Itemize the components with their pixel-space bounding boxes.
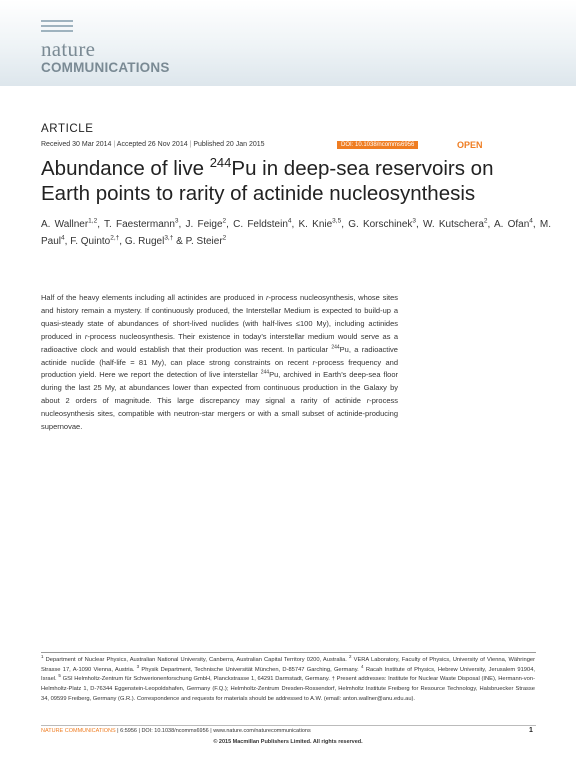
affiliation-superscript: 4 (361, 663, 364, 669)
abstract-text: Half of the heavy elements including all actinides are produced in (41, 293, 267, 302)
author-separator: , (226, 219, 234, 230)
footnote-divider (41, 652, 536, 653)
abstract-superscript: 244 (260, 369, 270, 376)
affiliation-superscript: 1 (41, 654, 44, 660)
affiliations (41, 656, 535, 705)
title-text: Abundance of live (41, 157, 210, 180)
published-date: Published 20 Jan 2015 (193, 141, 265, 148)
abstract-text: -process nucleosynthesis. Their existence in today’s interstellar medium would serve as a radioactive clock and would establish that their production was recent. In particular (41, 331, 399, 354)
abstract (41, 292, 398, 434)
abstract-italic: r (366, 396, 370, 406)
affiliation-superscript: 2 (349, 654, 352, 660)
author-affiliation-marker: 4 (287, 217, 292, 225)
author-separator: , (178, 219, 186, 230)
author-name[interactable]: F. Quinto (70, 236, 111, 247)
title-superscript: 244 (209, 155, 232, 171)
affiliation-text: Racah Institute of Physics, Hebrew University, Jerusalem 91904, Israel. (41, 666, 535, 683)
author-separator: , (64, 236, 71, 247)
abstract-superscript: 244 (331, 344, 340, 351)
author-name[interactable]: G. Rugel (124, 236, 165, 247)
author-name[interactable]: J. Feige (185, 219, 223, 230)
author-affiliation-marker: 2 (222, 217, 227, 225)
author-name[interactable]: G. Korschinek (348, 219, 413, 230)
open-access-label: OPEN (457, 140, 483, 150)
date-separator: | (113, 141, 117, 148)
abstract-italic: r (266, 293, 269, 302)
logo-nature-text: nature (41, 37, 96, 61)
logo-communications-text: COMMUNICATIONS (41, 60, 170, 75)
footer-citation (41, 728, 311, 734)
author-separator: , (291, 219, 299, 230)
author-separator: , (341, 219, 349, 230)
page-number: 1 (529, 727, 533, 734)
affiliation-text: VERA Laboratory, Faculty of Physics, University of Vienna, Währinger Strasse 17, A-1090 Vienna, Austria. (41, 657, 536, 673)
author-affiliation-marker: 3 (174, 217, 179, 225)
author-separator: , (119, 236, 125, 247)
author-name[interactable]: W. Kutschera (423, 219, 484, 230)
author-affiliation-marker: 4 (61, 234, 65, 242)
abstract-text: -process nucleosynthesis, whose sites and history remain a mystery. If continuously produced, the Interstellar Medium is expected to build-up a quasi-steady state of abundances of short-lived nuclides (with half-lives ≤100 My), including actinides produced in (41, 293, 398, 341)
author-separator: & (173, 236, 186, 247)
footer-citation-text: | 6:5956 | DOI: 10.1038/ncomms6956 | www.nature.com/naturecommunications (115, 728, 311, 734)
accepted-date: Accepted 26 Nov 2014 (116, 141, 188, 148)
author-affiliation-marker: 3,† (164, 234, 174, 242)
author-affiliation-marker: 3 (412, 217, 417, 225)
author-affiliation-marker: 3,5 (332, 217, 342, 225)
affiliation-superscript: 5 (58, 673, 61, 679)
article-type-label: ARTICLE (41, 123, 94, 135)
author-affiliation-marker: 2,† (110, 234, 120, 242)
abstract-italic: r (84, 331, 88, 341)
author-separator: , (532, 219, 540, 230)
journal-header (0, 0, 576, 86)
article-title (41, 156, 541, 206)
abstract-italic: r (312, 357, 316, 367)
abstract-text: Pu, a radioactive actinide nuclide (half-life = 81 My), can place strong constraints on recent (41, 344, 398, 367)
abstract-text: -process frequency and production yield. Here we report the detection of live interstellar (41, 357, 398, 380)
date-separator: | (189, 141, 194, 148)
author-name[interactable]: K. Knie (298, 219, 333, 230)
author-affiliation-marker: 4 (529, 217, 533, 225)
author-name[interactable]: A. Ofan (493, 219, 530, 230)
title-text: Earth points to rarity of actinide nucleosynthesis (41, 182, 476, 205)
logo-lines-icon (41, 20, 73, 36)
article-dates (41, 141, 265, 148)
author-separator: , (97, 219, 105, 230)
author-name[interactable]: T. Faestermann (104, 219, 175, 230)
author-affiliation-marker: 2 (483, 217, 488, 225)
author-list (41, 216, 551, 250)
footer-journal-name: NATURE COMMUNICATIONS (41, 728, 116, 734)
title-text: Pu in deep-sea reservoirs on (231, 157, 494, 180)
affiliation-text: Department of Nuclear Physics, Australian National University, Canberra, Australian Capital Territory 0200, Australia. (43, 657, 349, 663)
doi-link[interactable]: DOI: 10.1038/ncomms6956 (337, 141, 418, 149)
affiliation-text: Physik Department, Technische Universität München, D-85747 Garching, Germany. (139, 666, 362, 673)
author-name[interactable]: A. Wallner (41, 219, 89, 230)
author-name[interactable]: P. Steier (185, 236, 223, 247)
affiliation-text: GSI Helmholtz-Zentrum für Schwerionenforschung GmbH, Planckstrasse 1, 64291 Darmstadt, Germany. † Present addresses: Institute for Nuclear Waste Disposal (INE), Hermann-von-Helmholtz-Platz 1, D-76344 Eggenstein-Leopoldshafen, Germany (F.Q.); Helmholtz-Zentrum Dresden-Rossendorf, Helmholtz Institute Freiberg for Resource Technology, Halsbruecker Strasse 34, 09599 Freiberg, Germany (G.R.). Correspondence and requests for materials should be addressed to A.W. (email: anton.wallner@anu.edu.au). (41, 676, 535, 702)
abstract-text: Pu, archived in Earth’s deep-sea floor during the last 25 My, at abundances lower than expected from continuous production in the Galaxy by about 2 orders of magnitude. This large discrepancy may signal a rarity of actinide (41, 370, 398, 406)
author-name[interactable]: C. Feldstein (233, 219, 288, 230)
author-affiliation-marker: 1,2 (88, 217, 98, 225)
received-date: Received 30 Mar 2014 (41, 141, 112, 148)
author-separator: , (416, 219, 424, 230)
footer-divider (41, 725, 536, 726)
abstract-text: -process nucleosynthesis sites, compatible with neutron-star mergers or with a small subset of actinide-producing supernovae. (41, 396, 398, 432)
author-affiliation-marker: 2 (222, 234, 227, 242)
affiliation-superscript: 3 (136, 663, 140, 669)
copyright-notice: © 2015 Macmillan Publishers Limited. All rights reserved. (213, 739, 363, 745)
author-separator: , (487, 219, 494, 230)
author-name[interactable]: M. Paul (41, 219, 552, 247)
